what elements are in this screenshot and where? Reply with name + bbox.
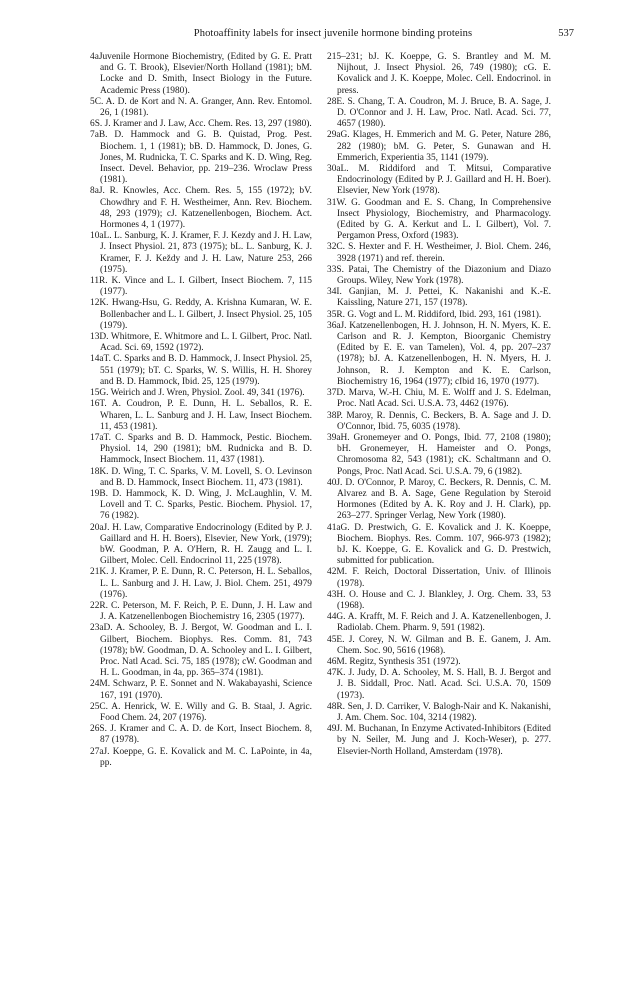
reference-entry: 16T. A. Coudron, P. E. Dunn, H. L. Seballos, R. E. Wharen, L. L. Sanburg and J. H. Law, Insect Biochem. 11, 453 (1981). xyxy=(90,399,312,432)
reference-entry: 25C. A. Henrick, W. E. Willy and G. B. Staal, J. Agric. Food Chem. 24, 207 (1976). xyxy=(90,701,312,723)
reference-entry: 30aL. M. Riddiford and T. Mitsui, Comparative Endocrinology (Edited by P. J. Gaillard and H. H. Boer). Elsevier, New York (1978). xyxy=(327,164,551,197)
reference-entry: 28E. S. Chang, T. A. Coudron, M. J. Bruce, B. A. Sage, J. D. O'Connor and J. H. Law, Proc. Natl. Acad. Sci. 77, 4657 (1980). xyxy=(327,96,551,130)
reference-entry: 27aJ. Koeppe, G. E. Kovalick and M. C. LaPointe, in 4a, pp. xyxy=(90,746,312,768)
reference-entry: 12K. Hwang-Hsu, G. Reddy, A. Krishna Kumaran, W. E. Bollenbacher and L. I. Gilbert, J. Insect Physiol. 25, 105 (1979). xyxy=(90,298,312,331)
references-left-column xyxy=(90,52,312,769)
reference-entry: 32C. S. Hexter and F. H. Westheimer, J. Biol. Chem. 246, 3928 (1971) and ref. therein. xyxy=(327,242,551,264)
reference-entry: 34I. Ganjian, M. J. Pettei, K. Nakanishi and K.-E. Kaissling, Nature 271, 157 (1978). xyxy=(327,287,551,309)
reference-entry: 45E. J. Corey, N. W. Gilman and B. E. Ganem, J. Am. Chem. Soc. 90, 5616 (1968). xyxy=(327,634,551,656)
reference-entry: 47K. J. Judy, D. A. Schooley, M. S. Hall, B. J. Bergot and J. B. Siddall, Proc. Natl. Acad. Sci. U.S.A. 70, 1509 (1973). xyxy=(327,668,551,701)
reference-entry: 31W. G. Goodman and E. S. Chang, In Comprehensive Insect Physiology, Biochemistry, and Pharmacology. (Edited by G. A. Kerkut and L. I. Gilbert), Vol. 7. Pergamon Press, Oxford (1983). xyxy=(327,197,551,242)
reference-entry: 46M. Regitz, Synthesis 351 (1972). xyxy=(327,656,461,667)
reference-entry: 43H. O. House and C. J. Blankley, J. Org. Chem. 33, 53 (1968). xyxy=(327,589,551,611)
reference-entry: 39aH. Gronemeyer and O. Pongs, Ibid. 77, 2108 (1980); bH. Gronemeyer, H. Hameister and O. Pongs, Chromosoma 82, 543 (1981); cK. Schaltmann and O. Pongs, Proc. Natl Acad. Sci. U.S.A. 79, 6 (1982). xyxy=(327,432,551,477)
running-title: Photoaffinity labels for insect juvenile hormone binding proteins xyxy=(193,28,473,39)
reference-entry: 24M. Schwarz, P. E. Sonnet and N. Wakabayashi, Science 167, 191 (1970). xyxy=(90,679,312,701)
reference-entry: 37D. Marva, W.-H. Chiu, M. E. Wolff and J. S. Edelman, Proc. Natl Acad. Sci. U.S.A. 73, 4462 (1976). xyxy=(327,388,551,410)
reference-entry: 36aJ. Katzenellenbogen, H. J. Johnson, H. N. Myers, K. E. Carlson and R. J. Kempton, Bioorganic Chemistry (Edited by E. E. van Tamelen), Vol. 4, pp. 207–237 (1978); bJ. A. Katzenellenbogen, H. N. Myers, H. J. Johnson, R. J. Kempton and K. E. Carlson, Biochemistry 16, 1964 (1977); cIbid 16, 1970 (1977). xyxy=(327,320,551,387)
reference-entry: 42M. F. Reich, Doctoral Dissertation, Univ. of Illinois (1978). xyxy=(327,567,551,589)
reference-entry: 26S. J. Kramer and C. A. D. de Kort, Insect Biochem. 8, 87 (1978). xyxy=(90,724,312,746)
reference-entry: 14aT. C. Sparks and B. D. Hammock, J. Insect Physiol. 25, 551 (1979); bT. C. Sparks, W. S. Willis, H. H. Shorey and B. D. Hammock, Ibid. 25, 125 (1979). xyxy=(90,354,312,387)
reference-entry: 40J. D. O'Connor, P. Maroy, C. Beckers, R. Dennis, C. M. Alvarez and B. A. Sage, Gene Regulation by Steroid Hormones (Edited by A. K. Roy and J. H. Clark), pp. 263–277. Springer Verlag, New York (1980). xyxy=(327,477,551,522)
reference-entry: 5C. A. D. de Kort and N. A. Granger, Ann. Rev. Entomol. 26, 1 (1981). xyxy=(90,96,312,119)
reference-entry: 6S. J. Kramer and J. Law, Acc. Chem. Res. 13, 297 (1980). xyxy=(90,119,312,130)
reference-entry: 22R. C. Peterson, M. F. Reich, P. E. Dunn, J. H. Law and J. A. Katzenellenbogen Biochemistry 16, 2305 (1977). xyxy=(90,600,312,623)
reference-entry: 44G. A. Krafft, M. F. Reich and J. A. Katzenellenbogen, J. Radiolab. Chem. Pharm. 9, 591 (1982). xyxy=(327,612,551,634)
reference-entry: 15G. Weirich and J. Wren, Physiol. Zool. 49, 341 (1976). xyxy=(90,388,305,399)
reference-entry: 29aG. Klages, H. Emmerich and M. G. Peter, Nature 286, 282 (1980); bM. G. Peter, S. Gunawan and H. Emmerich, Experientia 35, 1141 (1979). xyxy=(327,130,551,163)
reference-entry: 7aB. D. Hammock and G. B. Quistad, Prog. Pest. Biochem. 1, 1 (1981); bB. D. Hammock, D. Jones, G. Jones, M. Rudnicka, T. C. Sparks and K. D. Wing, Reg. Insect. Devel. Behavior, pp. 219–236. Wroclaw Press (1981). xyxy=(90,130,312,186)
reference-entry: 8aJ. R. Knowles, Acc. Chem. Res. 5, 155 (1972); bV. Chowdhry and F. H. Westheimer, Ann. Rev. Biochem. 48, 293 (1979); cJ. Katzenellenbogen, Biochem. Act. Hormones 4, 1 (1977). xyxy=(90,186,312,231)
reference-entry: 17aT. C. Sparks and B. D. Hammock, Pestic. Biochem. Physiol. 14, 290 (1981); bM. Rudnicka and B. D. Hammock, Insect Biochem. 11, 437 (1981). xyxy=(90,432,312,466)
reference-entry: 41aG. D. Prestwich, G. E. Kovalick and J. K. Koeppe, Biochem. Biophys. Res. Comm. 107, 966-973 (1982); bJ. K. Koeppe, G. E. Kovalick and G. D. Prestwich, submitted for publication. xyxy=(327,522,551,567)
reference-entry: 18K. D. Wing, T. C. Sparks, V. M. Lovell, S. O. Levinson and B. D. Hammock, Insect Biochem. 11, 473 (1981). xyxy=(90,466,312,488)
reference-entry: 33S. Patai, The Chemistry of the Diazonium and Diazo Groups. Wiley, New York (1978). xyxy=(327,264,551,287)
reference-entry: 13D. Whitmore, E. Whitmore and L. I. Gilbert, Proc. Natl. Acad. Sci. 69, 1592 (1972). xyxy=(90,332,312,354)
reference-entry: 11R. K. Vince and L. I. Gilbert, Insect Biochem. 7, 115 (1977). xyxy=(90,276,312,298)
page-number: 537 xyxy=(558,28,574,39)
reference-entry: 21K. J. Kramer, P. E. Dunn, R. C. Peterson, H. L. Seballos, L. L. Sanburg and J. H. Law, J. Biol. Chem. 251, 4979 (1976). xyxy=(90,567,312,600)
reference-entry: 215–231; bJ. K. Koeppe, G. S. Brantley and M. M. Nijhout, J. Insect Physiol. 26, 749 (1980); cG. E. Kovalick and J. K. Koeppe, Molec. Cell. Endocrinol. in press. xyxy=(327,52,551,96)
reference-entry: 23aD. A. Schooley, B. J. Bergot, W. Goodman and L. I. Gilbert, Biochem. Biophys. Res. Comm. 81, 743 (1978); bW. Goodman, D. A. Schooley and L. I. Gilbert, Proc. Natl Acad. Sci. 75, 185 (1978); cW. Goodman and H. L. Goodman, in 4a, pp. 365–374 (1981). xyxy=(90,623,312,679)
reference-entry: 35R. G. Vogt and L. M. Riddiford, Ibid. 293, 161 (1981). xyxy=(327,309,542,320)
reference-entry: 48R. Sen, J. D. Carriker, V. Balogh-Nair and K. Nakanishi, J. Am. Chem. Soc. 104, 3214 (1982). xyxy=(327,701,551,723)
reference-entry: 49J. M. Buchanan, In Enzyme Activated-Inhibitors (Edited by N. Seiler, M. Jung and J. Koch-Weser), p. 277. Elsevier-North Holland, Amsterdam (1978). xyxy=(327,724,551,757)
reference-entry: 4aJuvenile Hormone Biochemistry, (Edited by G. E. Pratt and G. T. Brook), Elsevier/North Holland (1981); bM. Locke and D. Smith, Insect Biology in the Future. Academic Press (1980). xyxy=(90,52,312,96)
reference-entry: 19B. D. Hammock, K. D. Wing, J. McLaughlin, V. M. Lovell and T. C. Sparks, Pestic. Biochem. Physiol. 17, 76 (1982). xyxy=(90,488,312,522)
references-right-column xyxy=(327,52,551,758)
reference-entry: 20aJ. H. Law, Comparative Endocrinology (Edited by P. J. Gaillard and H. H. Boers), Elsevier, New York, (1979); bW. Goodman, P. A. O'Hern, R. H. Zaugg and L. I. Gilbert, Molec. Cell. Endocrinol 11, 225 (1978). xyxy=(90,522,312,567)
page-header xyxy=(92,28,574,42)
reference-entry: 10aL. L. Sanburg, K. J. Kramer, F. J. Kezdy and J. H. Law, J. Insect Physiol. 21, 873 (1975); bL. L. Sanburg, K. J. Kramer, F. J. Keždy and J. H. Law, Nature 253, 266 (1975). xyxy=(90,231,312,275)
reference-entry: 38P. Maroy, R. Dennis, C. Beckers, B. A. Sage and J. D. O'Connor, Ibid. 75, 6035 (1978). xyxy=(327,410,551,432)
